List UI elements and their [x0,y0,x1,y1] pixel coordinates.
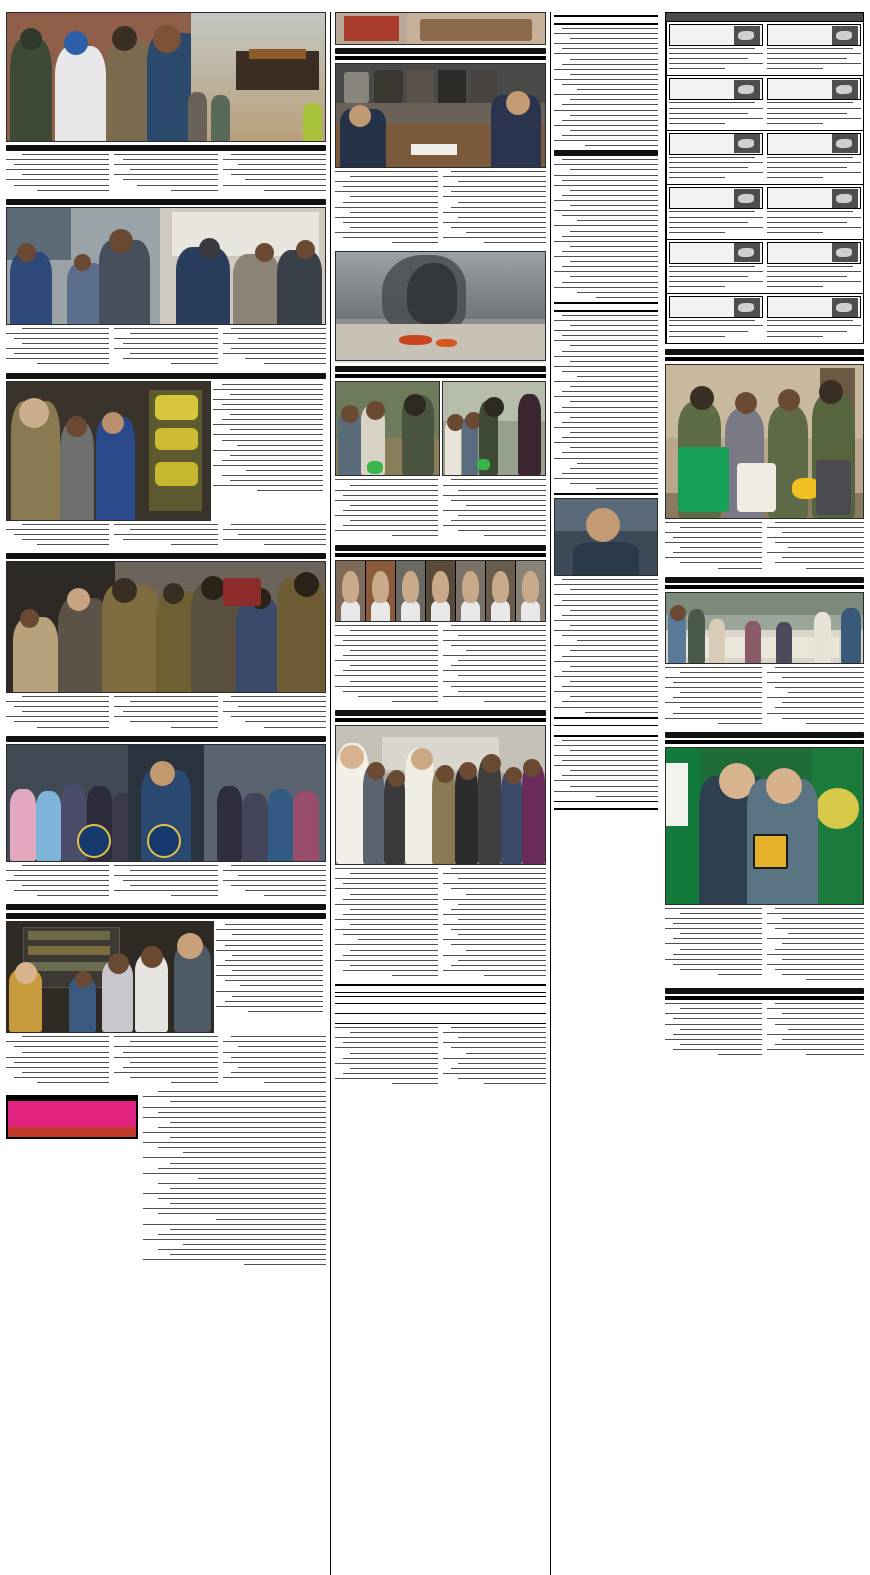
headline-tree-plantation [335,366,546,372]
portrait-4 [426,561,456,621]
middle-column [330,12,551,1575]
article-prison-council [335,12,546,247]
body-tree-plantation [335,479,546,540]
photo-prison-council-meeting [335,63,546,168]
body-garbage-burning [554,28,658,146]
headline-ration-distribution [665,577,864,583]
subhead-prison-council [335,56,546,60]
article-pera-force [6,904,326,1087]
headline-encroachment [335,710,546,716]
subhead-book-gift [665,740,864,744]
body-minor-girls-abuse [554,159,658,298]
body-prison-council [335,171,546,247]
scorpio-icon [832,80,858,99]
photo-beggars-operation [6,561,326,693]
virgo-icon [734,298,760,317]
body-condolence [554,740,658,797]
signature-condolence [554,801,658,810]
body-pera-force [6,1036,326,1087]
article-liquor-raid [665,349,864,573]
column-container [0,12,870,1575]
body-israel-threat [335,625,546,707]
photo-plantation-2 [442,381,547,476]
zodiac-aries [666,22,765,76]
article-press-club-visit [335,984,546,1088]
headline-transport-checking [6,199,326,205]
zodiac-capricorn [765,185,864,239]
headline-condolence [554,717,658,726]
body-bar-association [554,315,658,489]
caption-garbage-fire [335,361,546,363]
body-press-club-visit [335,1027,546,1088]
zodiac-leo [666,240,765,294]
zodiac-libra [765,22,864,76]
body-books-publication [554,579,658,712]
article-book-gift [665,732,864,984]
capricorn-icon [832,189,858,208]
subhead-flour-supply [665,996,864,1000]
headline-liquor-raid [665,349,864,355]
line3-press-club-visit [335,1017,546,1024]
portrait-5 [456,561,486,621]
ad-logo [8,1127,136,1137]
body-meat-supply [6,154,326,195]
article-israel-threat [335,545,546,707]
headline-israel-threat [335,545,546,551]
photo-ration-distribution [665,592,864,664]
photo-pera-force [6,921,214,1033]
sagittarius-icon [832,134,858,153]
photo-women-college [6,744,326,862]
zodiac-pisces [765,294,864,342]
subhead-press-club-visit [335,996,546,1004]
taurus-icon [734,80,760,99]
narrow-column [551,12,661,1575]
headline-flour-supply [665,988,864,994]
article-bar-association [554,302,658,489]
article-women-college [6,736,326,901]
headline-beggars-operation [6,553,326,559]
photo-market-inspection [6,381,211,521]
body-women-college [6,865,326,901]
pisces-icon [832,298,858,317]
body-encroachment [335,868,546,980]
zodiac-gemini [666,131,765,185]
portrait-1 [336,561,366,621]
headline-pera-force [6,904,326,910]
gemini-icon [734,134,760,153]
body-transport-checking [6,328,326,369]
horoscope-grid [665,22,864,344]
article-condolence [554,717,658,810]
photo-transport-checking [6,207,326,325]
zodiac-aquarius [765,240,864,294]
subhead-encroachment [335,718,546,722]
headline-press-club-visit [335,984,546,993]
zodiac-cancer [666,185,765,239]
article-meat-supply [6,12,326,195]
portrait-3 [396,561,426,621]
article-encroachment [335,710,546,980]
article-garbage-burning [554,15,658,146]
aquarius-icon [832,243,858,262]
portrait-6 [486,561,516,621]
article-ration-distribution [665,577,864,728]
body-ration-distribution [665,667,864,728]
body-liquor-raid [665,522,864,573]
libra-icon [832,26,858,45]
article-minor-girls-abuse [554,150,658,298]
headline-book-gift [665,732,864,738]
headline-prison-council [335,48,546,54]
zodiac-scorpio [765,76,864,130]
right-column [661,12,870,1575]
photo-meat-raid [6,12,326,142]
photo-garbage-fire [335,251,546,361]
subhead-tree-plantation [335,374,546,378]
subhead-ration-distribution [665,585,864,589]
aries-icon [734,26,760,45]
portrait-2 [366,561,396,621]
headline-minor-girls-abuse [554,150,658,156]
subhead-israel-threat [335,553,546,557]
zodiac-taurus [666,76,765,130]
portrait-7 [516,561,545,621]
subhead-pera-force [6,913,326,919]
article-flour-supply [665,988,864,1059]
zodiac-sagittarius [765,131,864,185]
headline-meat-supply [6,145,326,151]
advertisement-naya-kal [6,1095,138,1139]
cancer-icon [734,189,760,208]
photo-encroachment-inspection [335,725,546,865]
body-book-gift [665,908,864,984]
headline-price-reduction [6,373,326,379]
zodiac-virgo [666,294,765,342]
horoscope-section [665,12,864,344]
article-transport-checking [6,199,326,369]
photo-liquor-raid [665,364,864,519]
article-tree-plantation [335,251,546,540]
article-beggars-operation [6,553,326,732]
left-column [0,12,330,1575]
line2-press-club-visit [335,1007,546,1014]
subhead-liquor-raid [665,357,864,361]
headline-garbage-burning [554,15,658,25]
photo-ali-akbar [554,498,658,576]
horoscope-title [665,12,864,22]
body-flour-supply [665,1003,864,1059]
leo-icon [734,243,760,262]
article-books-publication [554,493,658,712]
photo-clerics-portraits [335,560,546,622]
photo-plantation-1 [335,381,440,476]
body-price-reduction [6,524,326,549]
body-beggars-operation [6,696,326,732]
headline-women-college [6,736,326,742]
photo-strip-top [335,12,546,45]
headline-bar-association [554,302,658,312]
article-price-reduction [6,373,326,549]
subline-condolence [554,729,658,737]
photo-book-gift [665,747,864,905]
